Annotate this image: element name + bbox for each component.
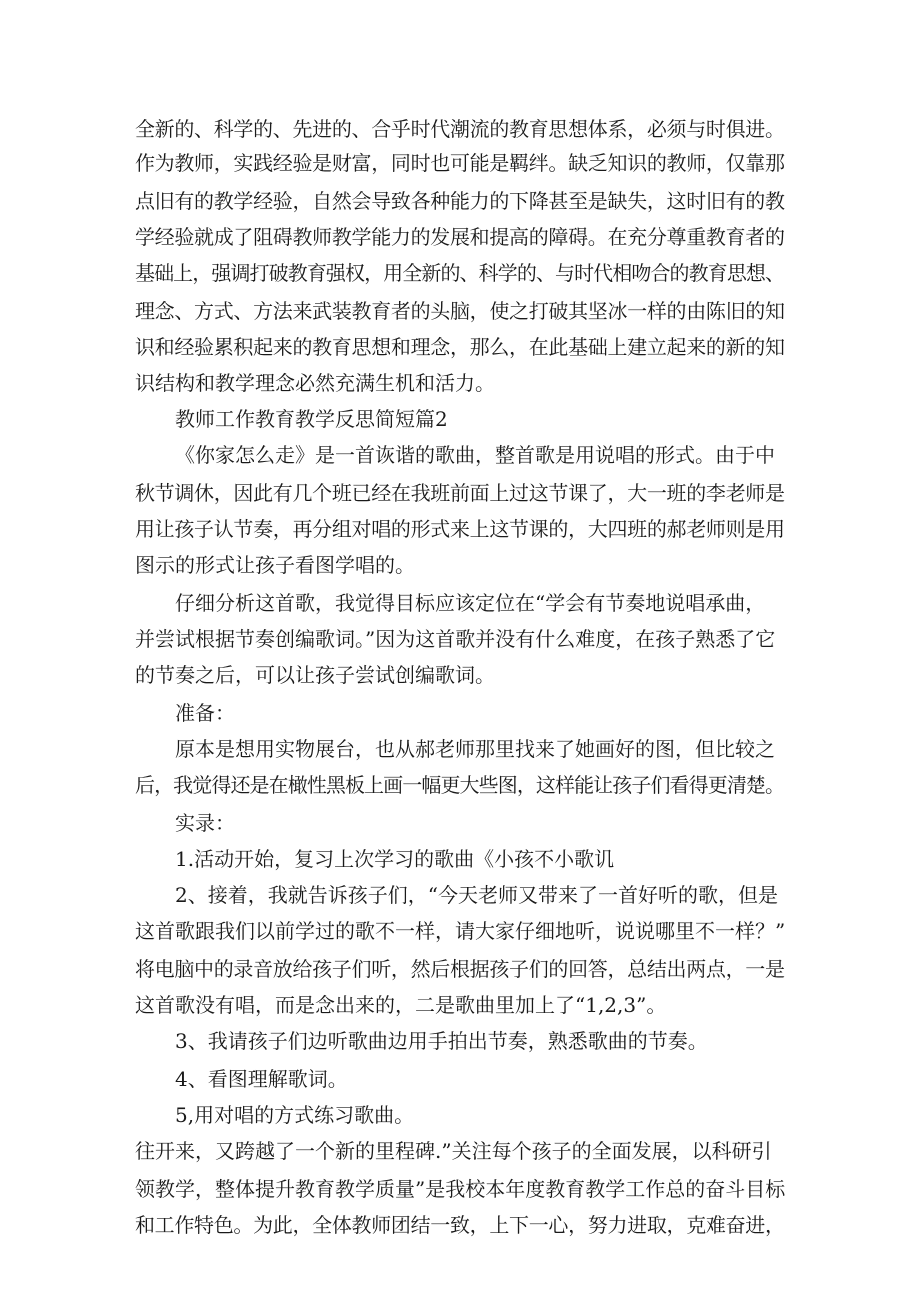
text-line-8: 识结构和教学理念必然充满生机和活力。 [135,371,495,395]
text-line-11: 秋节调休，因此有几个班已经在我班前面上过这节课了，大一班的李老师是 [135,481,785,505]
text-line-12: 用让孩子认节奏，再分组对唱的形式来上这节课的，大四班的郝老师则是用 [135,517,785,541]
text-line-21: 1.活动开始，复习上次学习的歌曲《小孩不小歌讥 [175,847,615,871]
text-line-18: 原本是想用实物展台，也从郝老师那里找来了她画好的图，但比较之 [175,737,775,761]
text-line-6: 理念、方式、方法来武装教育者的头脑，使之打破其坚冰一样的由陈旧的知 [135,299,785,323]
text-line-29: 往开来，又跨越了一个新的里程碑.”关注每个孩子的全面发展，以科研引 [135,1139,772,1163]
text-line-24: 将电脑中的录音放给孩子们听，然后根据孩子们的回答，总结出两点，一是 [135,957,785,981]
text-line-23: 这首歌跟我们以前学过的歌不一样，请大家仔细地听，说说哪里不一样？” [135,919,786,943]
text-line-20: 实录： [175,811,235,835]
text-line-17: 准备： [175,701,235,725]
text-line-16: 的节奏之后，可以让孩子尝试创编歌词。 [135,663,495,687]
text-line-27: 4、看图理解歌词。 [175,1067,348,1091]
text-line-1: 全新的、科学的、先进的、合乎时代潮流的教育思想体系，必须与时俱进。 [135,117,785,141]
text-line-13: 图示的形式让孩子看图学唱的。 [135,553,415,577]
text-line-14: 仔细分析这首歌，我觉得目标应该定位在“学会有节奏地说唱承曲， [175,591,766,615]
text-line-5: 基础上，强调打破教育强权，用全新的、科学的、与时代相吻合的教育思想、 [135,261,785,285]
section-heading: 教师工作教育教学反思简短篇2 [175,407,448,431]
text-line-28: 5,用对唱的方式练习歌曲。 [175,1103,415,1127]
text-line-30: 领教学，整体提升教育教学质量”是我校本年度教育教学工作总的奋斗目标 [135,1177,786,1201]
text-line-19: 后，我觉得还是在橄性黑板上画一幅更大些图，这样能让孩子们看得更清楚。 [135,773,785,797]
text-line-10: 《你家怎么走》是一首诙谐的歌曲，整首歌是用说唱的形式。由于中 [175,443,775,467]
text-line-2: 作为教师，实践经验是财富，同时也可能是羁绊。缺乏知识的教师，仅靠那 [135,151,785,175]
text-line-15: 并尝试根据节奏创编歌词。”因为这首歌并没有什么难度，在孩子熟悉了它 [135,627,776,651]
text-line-22: 2、接着，我就告诉孩子们，“今天老师又带来了一首好听的歌，但是 [175,883,778,907]
text-line-7: 识和经验累积起来的教育思想和理念，那么，在此基础上建立起来的新的知 [135,335,785,359]
text-line-26: 3、我请孩子们边听歌曲边用手拍出节奏，熟悉歌曲的节奏。 [175,1029,708,1053]
text-line-4: 学经验就成了阻碍教师教学能力的发展和提高的障碍。在充分尊重教育者的 [135,225,785,249]
text-line-3: 点旧有的教学经验，自然会导致各种能力的下降甚至是缺失，这时旧有的教 [135,189,785,213]
text-line-25: 这首歌没有唱，而是念出来的，二是歌曲里加上了“1,2,3”。 [135,993,667,1017]
text-line-31: 和工作特色。为此，全体教师团结一致，上下一心，努力进取，克难奋进， [135,1213,785,1237]
